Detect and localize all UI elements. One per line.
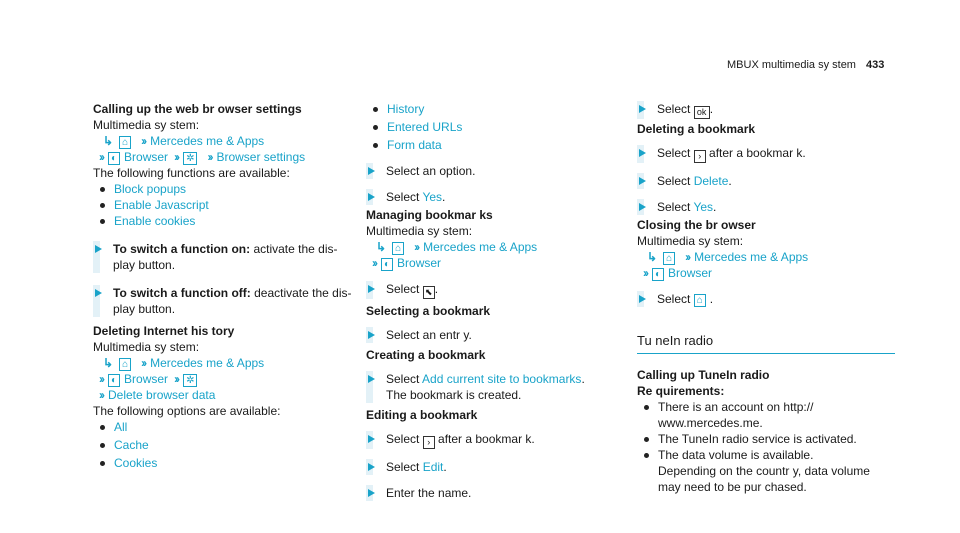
yes-option[interactable]: Yes <box>693 200 714 214</box>
chevron-double-icon: ›› <box>207 150 212 164</box>
step-arrow-icon <box>368 167 375 175</box>
chevron-double-icon: ›› <box>174 150 179 164</box>
menu-browser-settings[interactable]: Browser settings <box>216 150 306 164</box>
path-arrow-icon: ↳ <box>647 250 658 264</box>
step-arrow-icon <box>368 193 375 201</box>
heading-delete-history: Deleting Internet his tory <box>93 324 235 338</box>
step-select-option <box>366 163 606 179</box>
step-arrow-icon <box>639 149 646 157</box>
browser-icon: ◐ <box>652 268 664 281</box>
add-current-site-option[interactable]: Add current site to bookmarks <box>422 372 582 386</box>
menu-mercedes-me-apps[interactable]: Mercedes me & Apps <box>150 134 265 148</box>
chevron-double-icon: ›› <box>414 240 419 254</box>
step-select-home: Select ⌂ . <box>637 291 895 307</box>
heading-deleting-bookmark: Deleting a bookmark <box>637 122 756 136</box>
requirements-label: Re quirements: <box>637 384 725 398</box>
multimedia-label: Multimedia sy stem: <box>637 234 744 248</box>
list-item[interactable]: Block popups <box>93 181 355 197</box>
menu-path-cont <box>93 371 355 387</box>
step-select-arrow: Select › after a bookmar k. <box>637 145 895 163</box>
step-text: Select an entr y. <box>386 328 472 342</box>
home-icon: ⌂ <box>663 252 675 265</box>
section-title-tunein: Tu neIn radio <box>637 333 895 354</box>
list-item[interactable]: Entered URLs <box>366 119 606 135</box>
page-number: 433 <box>865 59 885 71</box>
heading-selecting-bookmark: Selecting a bookmark <box>366 304 491 318</box>
step-text: after a bookmar k. <box>705 146 806 160</box>
yes-option[interactable]: Yes <box>422 190 443 204</box>
multimedia-label: Multimedia sy stem: <box>93 118 200 132</box>
step-select-bookmark-icon: Select ⬉ . <box>366 281 606 299</box>
menu-browser[interactable]: Browser <box>668 266 713 280</box>
menu-mercedes-me-apps[interactable]: Mercedes me & Apps <box>694 250 809 264</box>
list-item: The data volume is available. <box>637 447 895 463</box>
step-bold: To switch a function off: <box>113 286 251 300</box>
step-arrow-icon <box>639 105 646 113</box>
heading-editing-bookmark: Editing a bookmark <box>366 408 478 422</box>
step-arrow-icon <box>368 285 375 293</box>
chevron-double-icon: ›› <box>174 372 179 386</box>
menu-browser[interactable]: Browser <box>124 150 169 164</box>
list-item[interactable]: Form data <box>366 137 606 153</box>
step-bold: To switch a function on: <box>113 242 251 256</box>
delete-option[interactable]: Delete <box>693 174 729 188</box>
chevron-double-icon: ›› <box>685 250 690 264</box>
step-arrow-icon <box>368 489 375 497</box>
step-switch-off <box>93 285 355 317</box>
step-enter-name <box>366 485 606 501</box>
step-text: activate the dis‐ play button. <box>113 242 338 272</box>
note-text: Depending on the countr y, data volume may need to be pur chased. <box>658 464 870 494</box>
list-item[interactable]: All <box>93 419 355 435</box>
step-arrow-icon <box>95 289 102 297</box>
step-arrow-icon <box>639 177 646 185</box>
options-intro: The following options are available: <box>93 404 281 418</box>
heading-browser-settings: Calling up the web br owser settings <box>93 102 302 116</box>
step-select-yes: Select Yes. <box>366 189 606 205</box>
step-arrow-icon <box>368 331 375 339</box>
multimedia-label: Multimedia sy stem: <box>366 224 473 238</box>
chevron-double-icon: ›› <box>141 134 146 148</box>
step-arrow-icon <box>368 463 375 471</box>
step-select-ok: Select ok . <box>637 101 895 119</box>
menu-path-cont <box>637 265 895 281</box>
step-add-site: Select Add current site to bookmarks. The bookmark is created. <box>366 371 606 403</box>
menu-path-cont <box>366 255 606 271</box>
menu-mercedes-me-apps[interactable]: Mercedes me & Apps <box>423 240 538 254</box>
multimedia-label: Multimedia sy stem: <box>93 340 200 354</box>
step-select-entry <box>366 327 606 343</box>
header-title: MBUX multimedia sy stem <box>727 59 856 71</box>
step-text: Select <box>386 190 423 204</box>
column-3 <box>637 101 895 495</box>
list-item[interactable]: Enable cookies <box>93 213 355 229</box>
list-item: There is an account on http:// www.mercedes.me. <box>637 399 895 431</box>
home-icon: ⌂ <box>119 358 131 371</box>
chevron-right-icon[interactable]: › <box>423 436 435 449</box>
step-text: Select an option. <box>386 164 476 178</box>
path-arrow-icon: ↳ <box>103 134 114 148</box>
menu-path <box>93 355 355 371</box>
step-arrow-icon <box>639 295 646 303</box>
list-item[interactable]: History <box>366 101 606 117</box>
menu-path-cont <box>93 149 355 165</box>
step-select-yes: Select Yes. <box>637 199 895 215</box>
gear-icon: ✲ <box>183 152 197 165</box>
step-arrow-icon <box>368 435 375 443</box>
menu-delete-browser-data[interactable]: Delete browser data <box>108 388 216 402</box>
step-select-arrow: Select › after a bookmar k. <box>366 431 606 449</box>
step-text: Select <box>386 282 423 296</box>
path-arrow-icon: ↳ <box>376 240 387 254</box>
chevron-double-icon: ›› <box>99 388 103 402</box>
functions-intro: The following functions are available: <box>93 166 290 180</box>
menu-path <box>637 249 895 265</box>
heading-managing-bookmarks: Managing bookmar ks <box>366 208 493 222</box>
heading-creating-bookmark: Creating a bookmark <box>366 348 486 362</box>
bookmark-icon[interactable]: ⬉ <box>423 286 435 299</box>
column-2 <box>366 101 606 501</box>
step-arrow-icon <box>95 245 102 253</box>
gear-icon: ✲ <box>183 374 197 387</box>
step-select-edit: Select Edit. <box>366 459 606 475</box>
list-item[interactable]: Cookies <box>93 455 355 471</box>
ok-button[interactable]: ok <box>694 106 710 119</box>
step-text: deactivate the dis‐ play button. <box>113 286 352 316</box>
chevron-double-icon: ›› <box>99 150 103 164</box>
menu-path <box>366 239 606 255</box>
chevron-double-icon: ›› <box>99 372 103 386</box>
browser-icon: ◐ <box>108 374 120 387</box>
step-text: Enter the name. <box>386 486 472 500</box>
step-text: Select <box>657 102 694 116</box>
menu-path <box>93 133 355 149</box>
menu-browser[interactable]: Browser <box>397 256 442 270</box>
result-text: The bookmark is created. <box>386 388 522 402</box>
menu-path-cont <box>93 387 355 403</box>
running-header <box>727 59 884 71</box>
chevron-double-icon: ›› <box>372 256 376 270</box>
home-icon[interactable]: ⌂ <box>694 294 706 307</box>
edit-option[interactable]: Edit <box>422 460 444 474</box>
home-icon: ⌂ <box>392 242 404 255</box>
step-select-delete: Select Delete. <box>637 173 895 189</box>
chevron-double-icon: ›› <box>141 356 146 370</box>
step-switch-on <box>93 241 355 273</box>
heading-calling-tunein: Calling up TuneIn radio <box>637 368 770 382</box>
browser-icon: ◐ <box>108 152 120 165</box>
browser-icon: ◐ <box>381 258 393 271</box>
step-arrow-icon <box>639 203 646 211</box>
chevron-right-icon[interactable]: › <box>694 150 706 163</box>
heading-closing-browser: Closing the br owser <box>637 218 756 232</box>
step-arrow-icon <box>368 375 375 383</box>
chevron-double-icon: ›› <box>643 266 647 280</box>
menu-browser[interactable]: Browser <box>124 372 169 386</box>
list-item[interactable]: Enable Javascript <box>93 197 355 213</box>
menu-mercedes-me-apps[interactable]: Mercedes me & Apps <box>150 356 265 370</box>
home-icon: ⌂ <box>119 136 131 149</box>
step-text: after a bookmar k. <box>434 432 535 446</box>
list-item: The TuneIn radio service is activated. <box>637 431 895 447</box>
column-1 <box>93 101 355 471</box>
path-arrow-icon: ↳ <box>103 356 114 370</box>
list-item[interactable]: Cache <box>93 437 355 453</box>
